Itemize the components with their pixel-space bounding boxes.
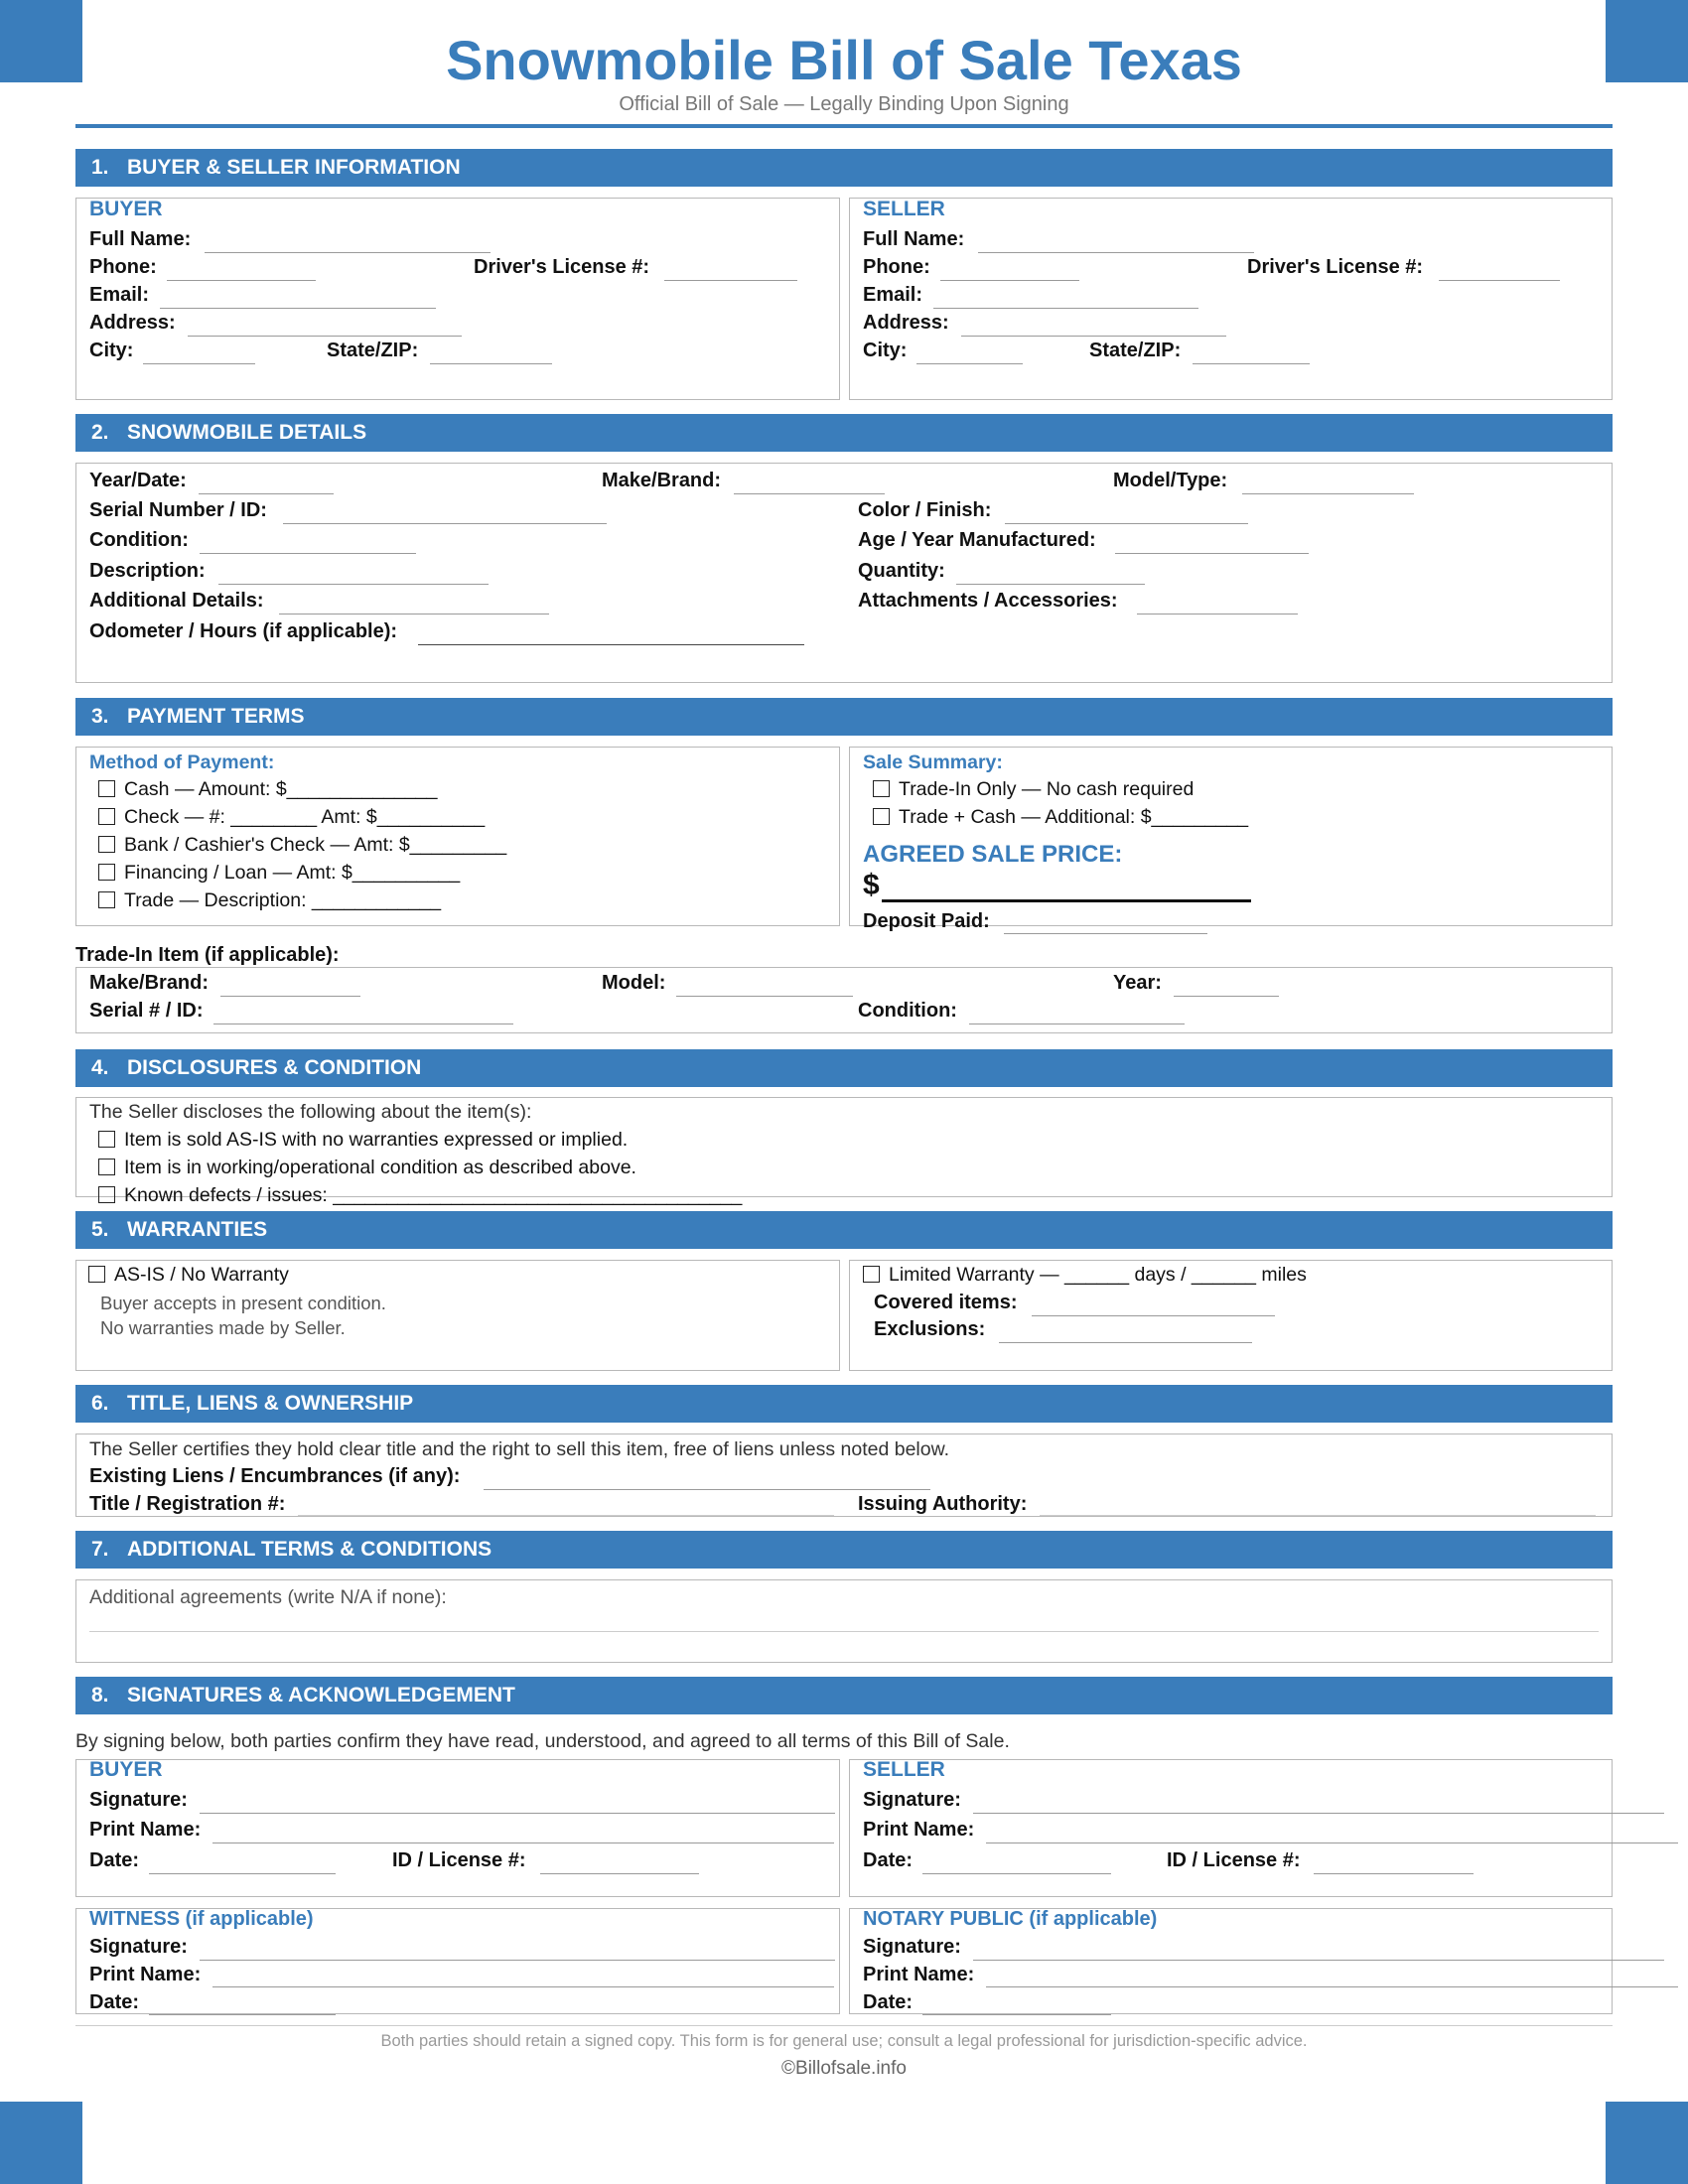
agreed-sale-price-label: AGREED SALE PRICE: (863, 841, 1123, 868)
payment-option-bank-check[interactable]: Bank / Cashier's Check — Amt: $_________ (98, 834, 506, 857)
title-statement: The Seller certifies they hold clear title and the right to sell this item, free of liens unless noted below. (89, 1438, 950, 1460)
additional-details-label: Additional Details: (89, 590, 264, 612)
registration-label: Title / Registration #: (89, 1493, 286, 1515)
buyer-address-field[interactable] (188, 336, 462, 337)
exclusions-field[interactable] (999, 1342, 1252, 1343)
checkbox[interactable] (98, 780, 115, 797)
seller-city-label: City: (863, 340, 908, 361)
notary-signature-field[interactable] (973, 1960, 1664, 1961)
as-is-note-2: No warranties made by Seller. (100, 1317, 346, 1338)
buyer-date-label: Date: (89, 1849, 140, 1871)
odometer-label: Odometer / Hours (if applicable): (89, 620, 398, 642)
buyer-print-name-label: Print Name: (89, 1819, 202, 1841)
checkbox[interactable] (98, 808, 115, 825)
buyer-state-zip-label: State/ZIP: (327, 340, 419, 361)
seller-address-label: Address: (863, 312, 949, 334)
issuing-authority-label: Issuing Authority: (858, 1493, 1028, 1515)
section-header-title-liens: 6. TITLE, LIENS & OWNERSHIP (75, 1385, 1613, 1423)
disclosure-working-condition[interactable]: Item is in working/operational condition as described above. (98, 1157, 636, 1179)
buyer-date-field[interactable] (149, 1873, 336, 1874)
section-header-snowmobile-details: 2. SNOWMOBILE DETAILS (75, 414, 1613, 452)
description-field[interactable] (218, 584, 489, 585)
trade-in-make-field[interactable] (220, 996, 360, 997)
serial-number-field[interactable] (283, 523, 607, 524)
condition-field[interactable] (200, 553, 416, 554)
buyer-phone-field[interactable] (167, 280, 316, 281)
disclosures-intro: The Seller discloses the following about the item(s): (89, 1101, 532, 1123)
deposit-paid-field[interactable] (1004, 933, 1207, 934)
covered-items-label: Covered items: (874, 1292, 1018, 1313)
seller-full-name-label: Full Name: (863, 228, 965, 250)
checkbox[interactable] (873, 808, 890, 825)
section-header-payment-terms: 3. PAYMENT TERMS (75, 698, 1613, 736)
model-type-field[interactable] (1242, 493, 1414, 494)
checkbox[interactable] (98, 864, 115, 881)
liens-label: Existing Liens / Encumbrances (if any): (89, 1465, 461, 1487)
seller-city-field[interactable] (916, 363, 1023, 364)
buyer-license-label: Driver's License #: (474, 256, 650, 278)
seller-email-label: Email: (863, 284, 923, 306)
section-header-additional-terms: 7. ADDITIONAL TERMS & CONDITIONS (75, 1531, 1613, 1569)
notary-heading: NOTARY PUBLIC (if applicable) (863, 1908, 1158, 1930)
trade-in-heading: Trade-In Item (if applicable): (75, 944, 340, 966)
seller-signature-label: Signature: (863, 1789, 961, 1811)
buyer-city-field[interactable] (143, 363, 255, 364)
dollar-sign: $ (863, 869, 880, 901)
snowmobile-details-box (75, 463, 1613, 683)
seller-date-label: Date: (863, 1849, 914, 1871)
payment-option-cash[interactable]: Cash — Amount: $______________ (98, 778, 438, 801)
notary-date-label: Date: (863, 1991, 914, 2013)
color-finish-label: Color / Finish: (858, 499, 992, 521)
witness-print-name-label: Print Name: (89, 1964, 202, 1985)
trade-in-model-label: Model: (602, 972, 666, 994)
checkbox[interactable] (873, 780, 890, 797)
checkbox[interactable] (98, 1159, 115, 1175)
seller-full-name-field[interactable] (978, 252, 1254, 253)
attachments-label: Attachments / Accessories: (858, 590, 1118, 612)
footer-divider (75, 2025, 1613, 2026)
seller-signature-heading: SELLER (863, 1758, 945, 1781)
seller-license-label: Driver's License #: (1247, 256, 1424, 278)
buyer-full-name-field[interactable] (205, 252, 491, 253)
disclosure-as-is[interactable]: Item is sold AS-IS with no warranties expressed or implied. (98, 1129, 628, 1152)
seller-license-field[interactable] (1439, 280, 1560, 281)
quantity-field[interactable] (956, 584, 1145, 585)
buyer-phone-label: Phone: (89, 256, 157, 278)
registration-field[interactable] (298, 1515, 834, 1516)
as-is-note-1: Buyer accepts in present condition. (100, 1293, 386, 1313)
checkbox[interactable] (98, 1131, 115, 1148)
footer-note: Both parties should retain a signed copy. This form is for general use; consult a legal professional for jurisdiction-specific advice. (380, 2032, 1308, 2050)
witness-date-field[interactable] (149, 2014, 336, 2015)
buyer-signature-heading: BUYER (89, 1758, 163, 1781)
payment-option-financing[interactable]: Financing / Loan — Amt: $__________ (98, 862, 460, 885)
seller-date-field[interactable] (922, 1873, 1111, 1874)
color-finish-field[interactable] (1005, 523, 1248, 524)
payment-option-trade[interactable]: Trade — Description: ____________ (98, 889, 441, 912)
seller-phone-label: Phone: (863, 256, 930, 278)
seller-signature-field[interactable] (973, 1813, 1664, 1814)
seller-id-label: ID / License #: (1167, 1849, 1301, 1871)
model-type-label: Model/Type: (1113, 470, 1228, 491)
buyer-city-label: City: (89, 340, 134, 361)
seller-id-field[interactable] (1314, 1873, 1474, 1874)
buyer-signature-label: Signature: (89, 1789, 188, 1811)
year-date-field[interactable] (199, 493, 334, 494)
condition-label: Condition: (89, 529, 189, 551)
age-label: Age / Year Manufactured: (858, 529, 1096, 551)
trade-in-make-label: Make/Brand: (89, 972, 210, 994)
checkbox[interactable] (88, 1266, 105, 1283)
covered-items-field[interactable] (1032, 1315, 1275, 1316)
checkbox[interactable] (98, 836, 115, 853)
header-divider (75, 124, 1613, 128)
deposit-paid-label: Deposit Paid: (863, 910, 990, 932)
make-brand-field[interactable] (734, 493, 885, 494)
buyer-email-label: Email: (89, 284, 150, 306)
buyer-heading: BUYER (89, 198, 163, 220)
age-field[interactable] (1115, 553, 1309, 554)
seller-email-field[interactable] (933, 308, 1198, 309)
seller-print-name-label: Print Name: (863, 1819, 975, 1841)
buyer-license-field[interactable] (664, 280, 797, 281)
additional-terms-field[interactable] (89, 1631, 1599, 1632)
buyer-full-name-label: Full Name: (89, 228, 192, 250)
signature-acknowledgement: By signing below, both parties confirm they have read, understood, and agreed to all terms of this Bill of Sale. (75, 1730, 1010, 1752)
trade-in-model-field[interactable] (676, 996, 853, 997)
buyer-id-field[interactable] (540, 1873, 699, 1874)
witness-heading: WITNESS (if applicable) (89, 1908, 314, 1930)
seller-address-field[interactable] (961, 336, 1226, 337)
trade-in-year-label: Year: (1113, 972, 1162, 994)
payment-method-heading: Method of Payment: (89, 751, 275, 773)
corner-decoration (1606, 2102, 1688, 2184)
notary-print-name-label: Print Name: (863, 1964, 975, 1985)
summary-option-trade-only[interactable]: Trade-In Only — No cash required (873, 778, 1194, 801)
witness-print-name-field[interactable] (212, 1986, 834, 1987)
seller-phone-field[interactable] (940, 280, 1079, 281)
liens-field[interactable] (484, 1489, 930, 1490)
witness-signature-field[interactable] (200, 1960, 835, 1961)
buyer-signature-field[interactable] (200, 1813, 835, 1814)
summary-option-trade-cash[interactable]: Trade + Cash — Additional: $_________ (873, 806, 1248, 829)
buyer-state-zip-field[interactable] (430, 363, 552, 364)
notary-print-name-field[interactable] (986, 1986, 1678, 1987)
section-header-disclosures: 4. DISCLOSURES & CONDITION (75, 1049, 1613, 1087)
odometer-field[interactable] (418, 644, 804, 645)
serial-number-label: Serial Number / ID: (89, 499, 267, 521)
agreed-sale-price-field[interactable] (882, 899, 1251, 902)
issuing-authority-field[interactable] (1040, 1515, 1596, 1516)
exclusions-label: Exclusions: (874, 1318, 986, 1340)
section-header-warranties: 5. WARRANTIES (75, 1211, 1613, 1249)
section-header-signatures: 8. SIGNATURES & ACKNOWLEDGEMENT (75, 1677, 1613, 1714)
witness-signature-label: Signature: (89, 1936, 188, 1958)
checkbox[interactable] (98, 891, 115, 908)
additional-terms-prompt: Additional agreements (write N/A if none): (89, 1586, 447, 1608)
checkbox[interactable] (98, 1186, 115, 1203)
buyer-email-field[interactable] (160, 308, 436, 309)
seller-state-zip-field[interactable] (1193, 363, 1310, 364)
quantity-label: Quantity: (858, 560, 945, 582)
year-date-label: Year/Date: (89, 470, 187, 491)
trade-in-serial-label: Serial # / ID: (89, 1000, 204, 1022)
seller-heading: SELLER (863, 198, 945, 220)
section-header-buyer-seller: 1. BUYER & SELLER INFORMATION (75, 149, 1613, 187)
witness-date-label: Date: (89, 1991, 140, 2013)
description-label: Description: (89, 560, 206, 582)
warranty-option-limited[interactable]: Limited Warranty — ______ days / ______ miles (863, 1264, 1307, 1287)
make-brand-label: Make/Brand: (602, 470, 722, 491)
sale-summary-heading: Sale Summary: (863, 751, 1003, 773)
trade-in-year-field[interactable] (1174, 996, 1279, 997)
seller-state-zip-label: State/ZIP: (1089, 340, 1182, 361)
trade-in-condition-label: Condition: (858, 1000, 957, 1022)
document-title: Snowmobile Bill of Sale Texas (446, 29, 1242, 91)
notary-signature-label: Signature: (863, 1936, 961, 1958)
document-subtitle: Official Bill of Sale — Legally Binding Upon Signing (619, 93, 1069, 115)
payment-option-check[interactable]: Check — #: ________ Amt: $__________ (98, 806, 485, 829)
disclosure-known-defects[interactable]: Known defects / issues: ______________________________________ (98, 1184, 742, 1207)
footer-credit: ©Billofsale.info (781, 2058, 907, 2079)
corner-decoration (0, 2102, 82, 2184)
checkbox[interactable] (863, 1266, 880, 1283)
notary-date-field[interactable] (922, 2014, 1111, 2015)
warranty-option-as-is[interactable]: AS-IS / No Warranty (88, 1264, 289, 1287)
buyer-address-label: Address: (89, 312, 176, 334)
buyer-id-label: ID / License #: (392, 1849, 526, 1871)
